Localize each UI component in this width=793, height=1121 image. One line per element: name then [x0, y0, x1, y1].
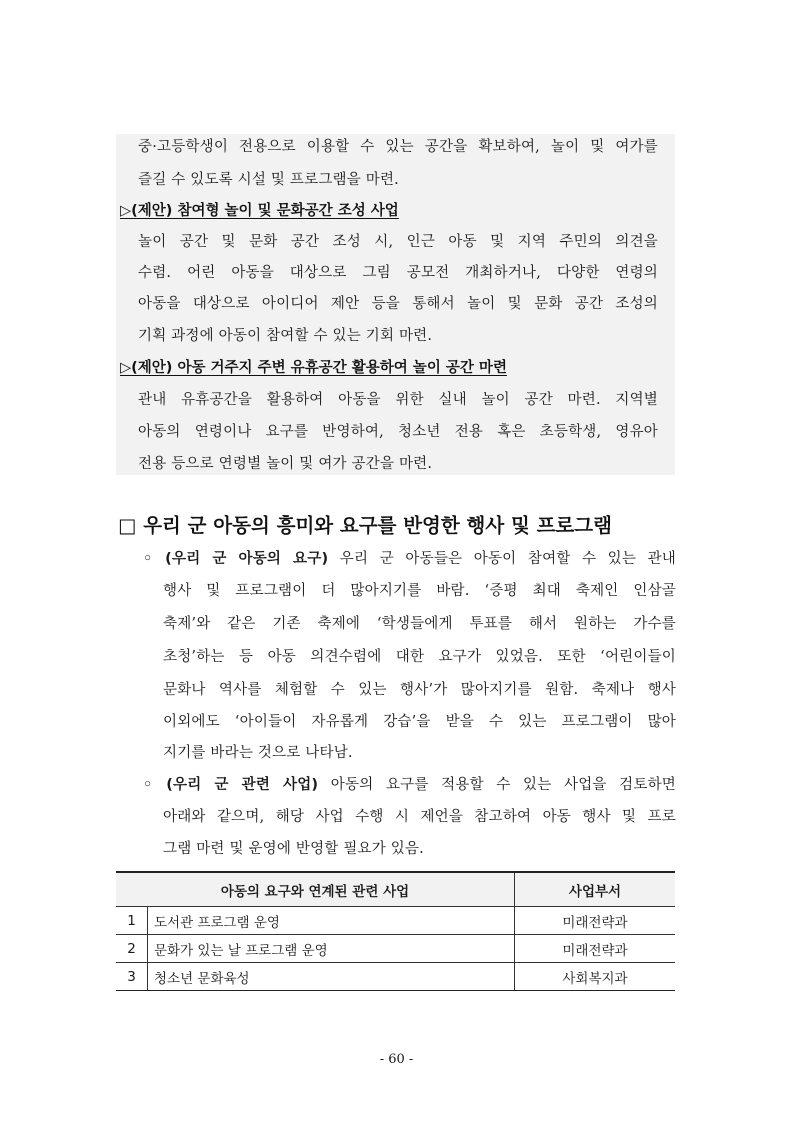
proposal-line: 관내 유휴공간을 활용하여 아동을 위한 실내 놀이 공간 마련. 지역별: [138, 392, 658, 408]
proposal-line: 전용 등으로 연령별 놀이 및 여가 공간을 마련.: [138, 456, 433, 472]
business-name: 도서관 프로그램 운영: [148, 907, 515, 935]
bullet-line: 그램 마련 및 운영에 반영할 필요가 있음.: [163, 841, 424, 857]
proposal-line: 수렴. 어린 아동을 대상으로 그림 공모전 개최하거나, 다양한 연령의: [138, 265, 658, 281]
bullet-first-line: [143, 773, 676, 794]
row-number: 2: [116, 935, 148, 963]
proposal-line: 기획 과정에 아동이 참여할 수 있는 기회 마련.: [138, 328, 433, 344]
proposal-heading-2: ▷(제안) 아동 거주지 주변 유휴공간 활용하여 놀이 공간 마련: [120, 360, 507, 376]
table-row: [116, 907, 675, 935]
bullet-line: 아래와 같으며, 해당 사업 수행 시 제언을 참고하여 아동 행사 및 프로: [163, 809, 676, 825]
proposal-heading-1: ▷(제안) 참여형 놀이 및 문화공간 조성 사업: [120, 203, 399, 219]
table-row: [116, 935, 675, 963]
row-number: 3: [116, 963, 148, 991]
bullet-first-line: [143, 547, 676, 568]
proposal-line: 아동을 대상으로 아이디어 제안 등을 통해서 놀이 및 문화 공간 조성의: [138, 296, 658, 312]
row-number: 1: [116, 907, 148, 935]
table-header: 사업부서: [515, 872, 676, 907]
bullet-icon: ◦: [143, 777, 161, 793]
department: 미래전략과: [515, 907, 676, 935]
intro-line: 중·고등학생이 전용으로 이용할 수 있는 공간을 확보하여, 놀이 및 여가를: [138, 139, 658, 155]
business-name: 청소년 문화육성: [148, 963, 515, 991]
bullet-label: (우리 군 관련 사업): [166, 777, 319, 793]
table-header-row: [116, 872, 675, 907]
bullet-line: 초청’하는 등 아동 의견수렴에 대한 요구가 있었음. 또한 ‘어린이들이: [163, 649, 676, 665]
proposal-line: 아동의 연령이나 요구를 반영하여, 청소년 전용 혹은 초등학생, 영유아: [138, 424, 658, 440]
bullet-line: 축제’와 같은 기존 축제에 ‘학생들에게 투표를 해서 원하는 가수를: [163, 616, 676, 632]
intro-line: 즐길 수 있도록 시설 및 프로그램을 마련.: [138, 172, 399, 188]
bullet-icon: ◦: [143, 551, 160, 567]
bullet-label: (우리 군 아동의 요구): [165, 551, 329, 567]
department: 사회복지과: [515, 963, 676, 991]
table-row: [116, 963, 675, 991]
table-header: 아동의 요구와 연계된 관련 사업: [116, 872, 515, 907]
bullet-line: 이외에도 ‘아이들이 자유롭게 강습’을 받을 수 있는 프로그램이 많아: [163, 714, 676, 730]
bullet-text: 우리 군 아동들은 아동이 참여할 수 있는 관내: [339, 551, 677, 567]
bullet-text: 아동의 요구를 적용할 수 있는 사업을 검토하면: [330, 777, 676, 793]
proposal-line: 놀이 공간 및 문화 공간 조성 시, 인근 아동 및 지역 주민의 의견을: [138, 234, 658, 250]
business-name: 문화가 있는 날 프로그램 운영: [148, 935, 515, 963]
page-number: - 60 -: [379, 1052, 414, 1067]
section-title: □ 우리 군 아동의 흥미와 요구를 반영한 행사 및 프로그램: [118, 514, 612, 537]
bullet-line: 행사 및 프로그램이 더 많아지기를 바람. ‘증평 최대 축제인 인삼골: [163, 583, 676, 599]
department: 미래전략과: [515, 935, 676, 963]
bullet-line: 지기를 바라는 것으로 나타남.: [163, 745, 353, 761]
bullet-line: 문화나 역사를 체험할 수 있는 행사’가 많아지기를 원함. 축제나 행사: [163, 682, 676, 698]
related-business-table: [116, 871, 675, 991]
